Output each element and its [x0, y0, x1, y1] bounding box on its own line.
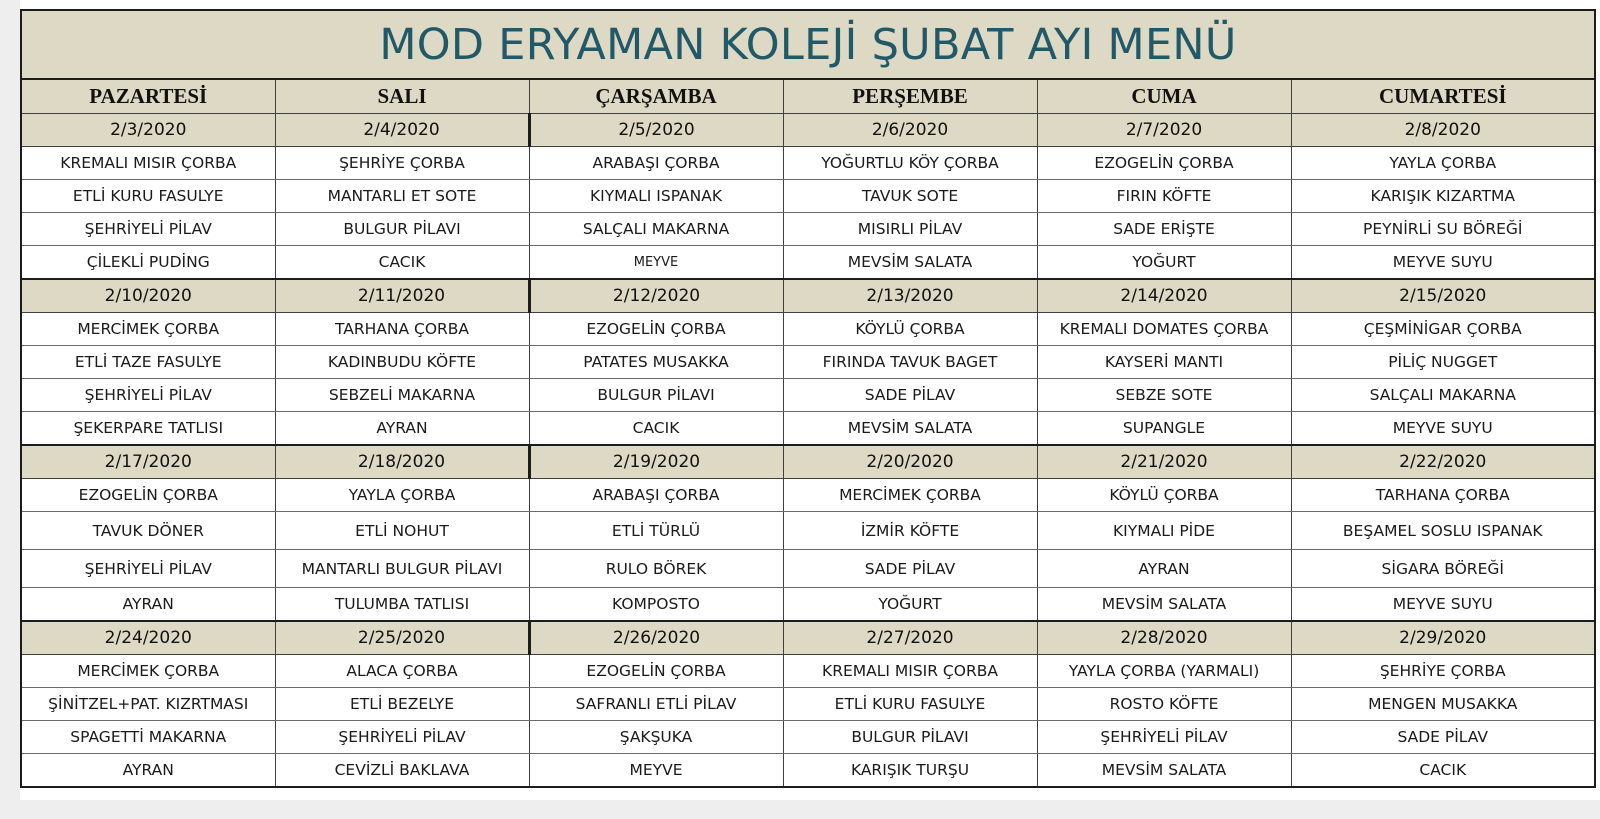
dish-cell: TAVUK SOTE	[783, 180, 1037, 213]
dish-cell: ETLİ KURU FASULYE	[22, 180, 275, 213]
dish-cell: MEVSİM SALATA	[783, 246, 1037, 280]
dish-row	[22, 213, 1594, 246]
date-cell: 2/21/2020	[1037, 445, 1291, 479]
date-cell: 2/28/2020	[1037, 621, 1291, 655]
dish-cell: EZOGELİN ÇORBA	[529, 655, 783, 688]
dish-cell: ETLİ NOHUT	[275, 512, 529, 550]
dish-cell: CACIK	[275, 246, 529, 280]
dish-row	[22, 346, 1594, 379]
dish-cell: KOMPOSTO	[529, 588, 783, 622]
dish-cell: MANTARLI ET SOTE	[275, 180, 529, 213]
bottom-margin-strip	[0, 800, 1600, 819]
dish-cell: ETLİ BEZELYE	[275, 688, 529, 721]
dish-row	[22, 688, 1594, 721]
dish-cell: SALÇALI MAKARNA	[529, 213, 783, 246]
dish-cell: MENGEN MUSAKKA	[1291, 688, 1594, 721]
left-margin-strip	[0, 0, 20, 819]
dish-row	[22, 180, 1594, 213]
dish-cell: MEVSİM SALATA	[783, 412, 1037, 446]
dish-cell: SEBZE SOTE	[1037, 379, 1291, 412]
dish-cell: ROSTO KÖFTE	[1037, 688, 1291, 721]
date-cell: 2/4/2020	[275, 114, 529, 147]
dish-cell: KARIŞIK KIZARTMA	[1291, 180, 1594, 213]
date-cell: 2/15/2020	[1291, 279, 1594, 313]
dish-cell: ŞEHRİYE ÇORBA	[1291, 655, 1594, 688]
dish-cell: İZMİR KÖFTE	[783, 512, 1037, 550]
menu-table	[22, 80, 1594, 786]
dish-cell: ARABAŞI ÇORBA	[529, 479, 783, 512]
dish-cell: KIYMALI PİDE	[1037, 512, 1291, 550]
menu-sheet	[20, 9, 1596, 788]
day-header: ÇARŞAMBA	[529, 80, 783, 114]
date-cell: 2/10/2020	[22, 279, 275, 313]
dish-row	[22, 479, 1594, 512]
dish-cell: MEYVE SUYU	[1291, 412, 1594, 446]
dish-cell: ŞEHRİYELİ PİLAV	[1037, 721, 1291, 754]
dish-cell: SPAGETTİ MAKARNA	[22, 721, 275, 754]
date-cell: 2/14/2020	[1037, 279, 1291, 313]
dish-cell: MEVSİM SALATA	[1037, 588, 1291, 622]
dish-cell: MISIRLI PİLAV	[783, 213, 1037, 246]
dish-cell: SADE PİLAV	[783, 379, 1037, 412]
day-header: CUMA	[1037, 80, 1291, 114]
day-header: SALI	[275, 80, 529, 114]
dish-cell: SEBZELİ MAKARNA	[275, 379, 529, 412]
dish-cell: KÖYLÜ ÇORBA	[783, 313, 1037, 346]
dish-cell: ETLİ TAZE FASULYE	[22, 346, 275, 379]
dish-cell: MEYVE	[529, 246, 783, 280]
date-cell: 2/3/2020	[22, 114, 275, 147]
dish-cell: MANTARLI BULGUR PİLAVI	[275, 550, 529, 588]
dish-cell: MERCİMEK ÇORBA	[22, 655, 275, 688]
dish-cell: EZOGELİN ÇORBA	[529, 313, 783, 346]
dish-cell: MEYVE	[529, 754, 783, 787]
date-cell: 2/27/2020	[783, 621, 1037, 655]
dish-cell: YAYLA ÇORBA	[1291, 147, 1594, 180]
dish-cell: RULO BÖREK	[529, 550, 783, 588]
date-cell: 2/29/2020	[1291, 621, 1594, 655]
dish-cell: CEVİZLİ BAKLAVA	[275, 754, 529, 787]
dish-cell: ŞEHRİYELİ PİLAV	[22, 379, 275, 412]
date-row	[22, 621, 1594, 655]
date-row	[22, 114, 1594, 147]
dish-row	[22, 655, 1594, 688]
dish-row	[22, 550, 1594, 588]
dish-cell: AYRAN	[22, 754, 275, 787]
dish-row	[22, 512, 1594, 550]
dish-cell: ETLİ TÜRLÜ	[529, 512, 783, 550]
dish-cell: BULGUR PİLAVI	[783, 721, 1037, 754]
dish-cell: MERCİMEK ÇORBA	[783, 479, 1037, 512]
date-cell: 2/25/2020	[275, 621, 529, 655]
dish-cell: ŞEHRİYE ÇORBA	[275, 147, 529, 180]
dish-row	[22, 246, 1594, 280]
dish-cell: YAYLA ÇORBA (YARMALI)	[1037, 655, 1291, 688]
dish-cell: MEVSİM SALATA	[1037, 754, 1291, 787]
dish-cell: ALACA ÇORBA	[275, 655, 529, 688]
date-cell: 2/6/2020	[783, 114, 1037, 147]
dish-row	[22, 754, 1594, 787]
dish-cell: KREMALI MISIR ÇORBA	[783, 655, 1037, 688]
dish-cell: EZOGELİN ÇORBA	[22, 479, 275, 512]
date-cell: 2/8/2020	[1291, 114, 1594, 147]
date-cell: 2/18/2020	[275, 445, 529, 479]
dish-cell: ŞAKŞUKA	[529, 721, 783, 754]
dish-cell: ÇİLEKLİ PUDİNG	[22, 246, 275, 280]
dish-cell: SAFRANLI ETLİ PİLAV	[529, 688, 783, 721]
day-header: CUMARTESİ	[1291, 80, 1594, 114]
dish-row	[22, 588, 1594, 622]
dish-cell: ŞİNİTZEL+PAT. KIZRTMASI	[22, 688, 275, 721]
dish-cell: MEYVE SUYU	[1291, 588, 1594, 622]
dish-cell: ÇEŞMİNİGAR ÇORBA	[1291, 313, 1594, 346]
date-row	[22, 445, 1594, 479]
dish-cell: KREMALI DOMATES ÇORBA	[1037, 313, 1291, 346]
dish-cell: TARHANA ÇORBA	[1291, 479, 1594, 512]
dish-cell: KARIŞIK TURŞU	[783, 754, 1037, 787]
dish-cell: KAYSERİ MANTI	[1037, 346, 1291, 379]
dish-row	[22, 313, 1594, 346]
dish-cell: TARHANA ÇORBA	[275, 313, 529, 346]
menu-body	[22, 114, 1594, 787]
dish-cell: SADE PİLAV	[783, 550, 1037, 588]
dish-cell: YOĞURT	[1037, 246, 1291, 280]
date-cell: 2/5/2020	[529, 114, 783, 147]
dish-cell: AYRAN	[22, 588, 275, 622]
dish-row	[22, 147, 1594, 180]
date-row	[22, 279, 1594, 313]
date-cell: 2/7/2020	[1037, 114, 1291, 147]
dish-cell: EZOGELİN ÇORBA	[1037, 147, 1291, 180]
dish-cell: SİGARA BÖREĞİ	[1291, 550, 1594, 588]
dish-cell: SADE ERİŞTE	[1037, 213, 1291, 246]
dish-cell: YOĞURTLU KÖY ÇORBA	[783, 147, 1037, 180]
dish-cell: CACIK	[1291, 754, 1594, 787]
dish-cell: AYRAN	[1037, 550, 1291, 588]
dish-cell: ARABAŞI ÇORBA	[529, 147, 783, 180]
dish-cell: ŞEHRİYELİ PİLAV	[275, 721, 529, 754]
dish-cell: PİLİÇ NUGGET	[1291, 346, 1594, 379]
day-header: PERŞEMBE	[783, 80, 1037, 114]
dish-cell: KIYMALI ISPANAK	[529, 180, 783, 213]
day-header: PAZARTESİ	[22, 80, 275, 114]
date-cell: 2/22/2020	[1291, 445, 1594, 479]
date-cell: 2/12/2020	[529, 279, 783, 313]
dish-cell: ŞEHRİYELİ PİLAV	[22, 550, 275, 588]
dish-cell: KADINBUDU KÖFTE	[275, 346, 529, 379]
dish-cell: FIRINDA TAVUK BAGET	[783, 346, 1037, 379]
date-cell: 2/24/2020	[22, 621, 275, 655]
date-cell: 2/17/2020	[22, 445, 275, 479]
dish-cell: KÖYLÜ ÇORBA	[1037, 479, 1291, 512]
dish-cell: SADE PİLAV	[1291, 721, 1594, 754]
dish-cell: YAYLA ÇORBA	[275, 479, 529, 512]
dish-cell: ŞEHRİYELİ PİLAV	[22, 213, 275, 246]
dish-cell: BEŞAMEL SOSLU ISPANAK	[1291, 512, 1594, 550]
dish-cell: SALÇALI MAKARNA	[1291, 379, 1594, 412]
dish-cell: KREMALI MISIR ÇORBA	[22, 147, 275, 180]
dish-cell: ŞEKERPARE TATLISI	[22, 412, 275, 446]
date-cell: 2/19/2020	[529, 445, 783, 479]
dish-cell: CACIK	[529, 412, 783, 446]
date-cell: 2/11/2020	[275, 279, 529, 313]
dish-cell: TULUMBA TATLISI	[275, 588, 529, 622]
menu-title: MOD ERYAMAN KOLEJİ ŞUBAT AYI MENÜ	[22, 11, 1594, 80]
dish-cell: MERCİMEK ÇORBA	[22, 313, 275, 346]
dish-cell: ETLİ KURU FASULYE	[783, 688, 1037, 721]
dish-row	[22, 721, 1594, 754]
dish-cell: TAVUK DÖNER	[22, 512, 275, 550]
dish-cell: MEYVE SUYU	[1291, 246, 1594, 280]
dish-cell: FIRIN KÖFTE	[1037, 180, 1291, 213]
dish-cell: BULGUR PİLAVI	[275, 213, 529, 246]
date-cell: 2/20/2020	[783, 445, 1037, 479]
dish-cell: SUPANGLE	[1037, 412, 1291, 446]
dish-cell: YOĞURT	[783, 588, 1037, 622]
dish-cell: PEYNİRLİ SU BÖREĞİ	[1291, 213, 1594, 246]
dish-cell: PATATES MUSAKKA	[529, 346, 783, 379]
dish-cell: BULGUR PİLAVI	[529, 379, 783, 412]
date-cell: 2/13/2020	[783, 279, 1037, 313]
dish-row	[22, 379, 1594, 412]
dish-row	[22, 412, 1594, 446]
dish-cell: AYRAN	[275, 412, 529, 446]
day-header-row	[22, 80, 1594, 114]
date-cell: 2/26/2020	[529, 621, 783, 655]
